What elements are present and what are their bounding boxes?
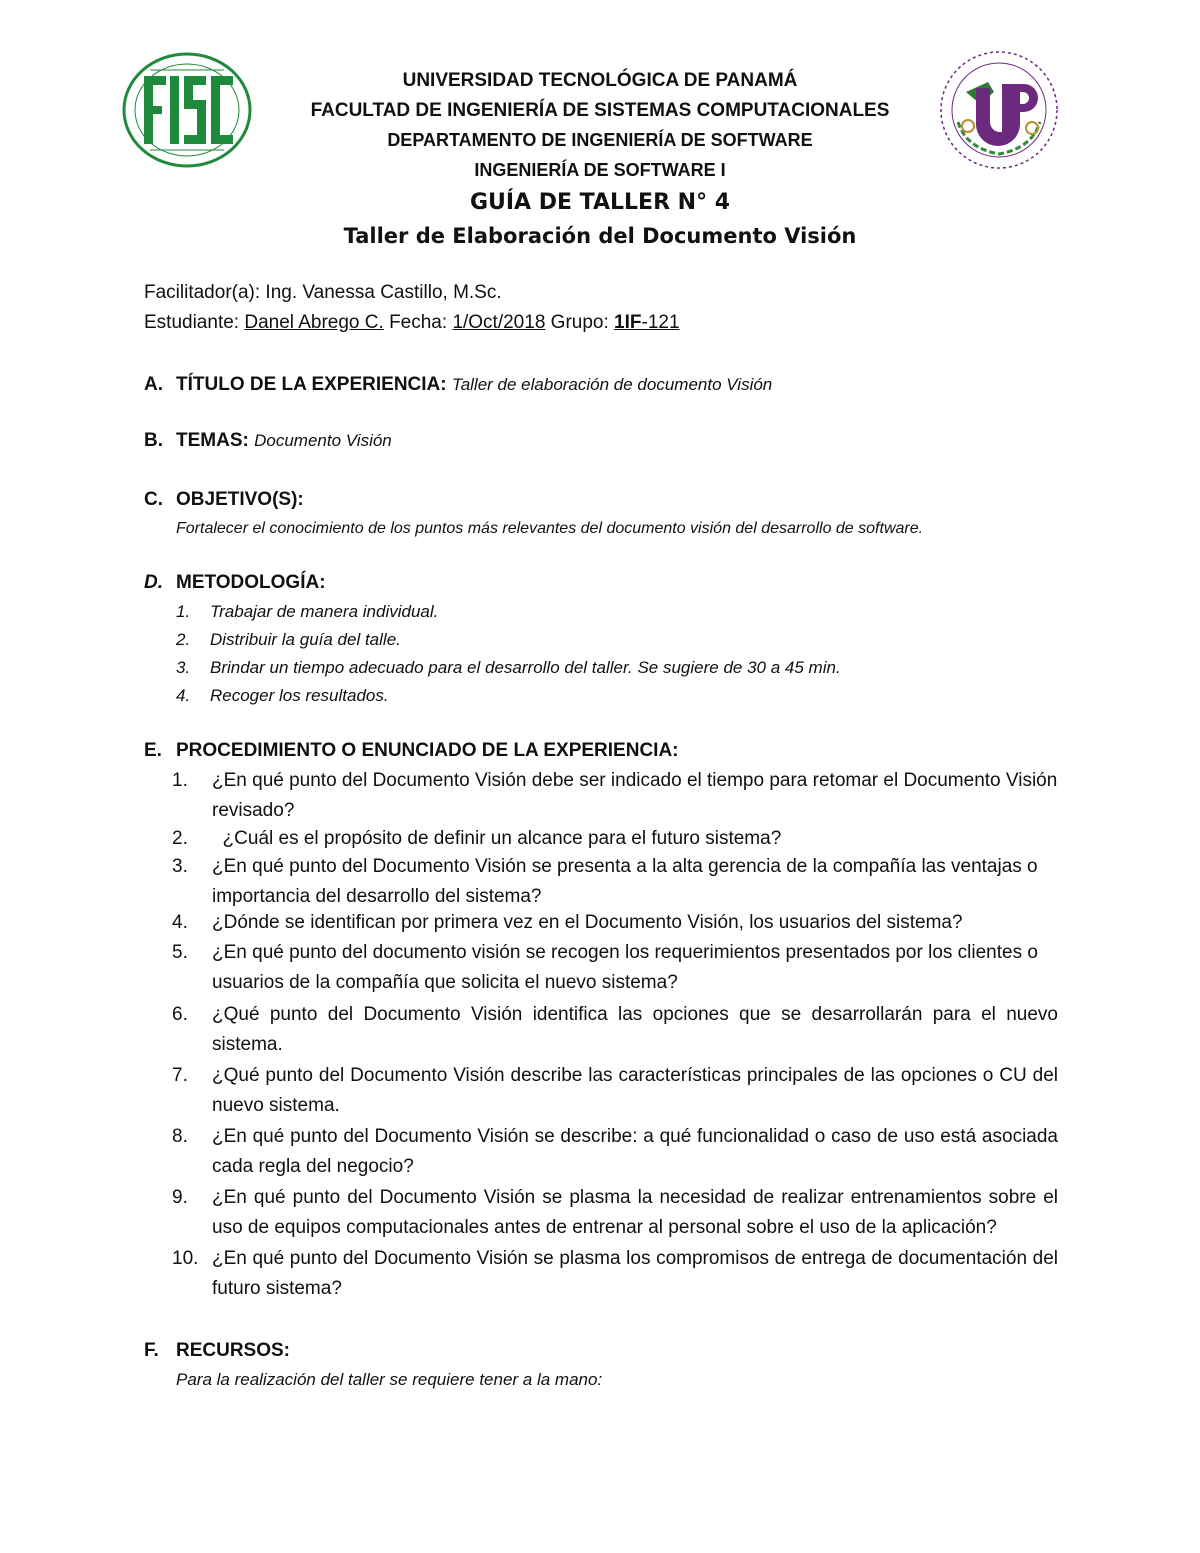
department-name: DEPARTAMENTO DE INGENIERÍA DE SOFTWARE xyxy=(387,130,813,150)
guide-title: GUÍA DE TALLER N° 4 xyxy=(469,190,731,215)
faculty-name: FACULTAD DE INGENIERÍA DE SISTEMAS COMPUTACIONALES xyxy=(310,100,890,121)
question-item xyxy=(172,766,1058,826)
section-c-text: Fortalecer el conocimiento de los puntos más relevantes del documento visión del desarrollo de software. xyxy=(176,520,924,537)
guide-subtitle: Taller de Elaboración del Documento Visión xyxy=(343,224,857,248)
section-d-title: METODOLOGÍA: xyxy=(176,572,326,593)
question-num: 6. xyxy=(172,1004,188,1025)
question-num: 10. xyxy=(172,1248,199,1269)
question-text: ¿Dónde se identifican por primera vez en el Documento Visión, los usuarios del sistema? xyxy=(212,912,963,933)
question-item xyxy=(172,824,1058,854)
question-num: 9. xyxy=(172,1187,188,1208)
group-value-rest: -121 xyxy=(641,312,680,333)
date-label: Fecha: xyxy=(389,312,448,333)
question-item xyxy=(172,852,1058,912)
question-text: ¿En qué punto del Documento Visión debe ser indicado el tiempo para retomar el Documento Visión revisado? xyxy=(212,770,1058,821)
question-num: 1. xyxy=(172,770,188,791)
section-a xyxy=(144,374,772,396)
question-text: ¿En qué punto del Documento Visión se plasma los compromisos de entrega de documentación del futuro sistema? xyxy=(212,1248,1058,1299)
section-a-letter: A. xyxy=(144,374,163,395)
question-text: ¿Cuál es el propósito de definir un alcance para el futuro sistema? xyxy=(212,828,782,849)
question-num: 4. xyxy=(172,912,188,933)
method-item-num: 4. xyxy=(176,686,191,705)
section-b-letter: B. xyxy=(144,430,163,451)
method-item xyxy=(176,630,401,650)
question-text: ¿En qué punto del documento visión se recogen los requerimientos presentados por los clientes o usuarios de la compañía que solicita el nuevo sistema? xyxy=(212,942,1038,993)
question-text: ¿En qué punto del Documento Visión se describe: a qué funcionalidad o caso de uso está asociada cada regla del negocio? xyxy=(212,1126,1058,1177)
section-e xyxy=(144,740,679,762)
method-item xyxy=(176,602,438,622)
question-item xyxy=(172,908,1058,938)
student-line xyxy=(144,312,680,334)
question-text: ¿En qué punto del Documento Visión se plasma la necesidad de realizar entrenamientos sobre el uso de equipos computacionales antes de entrenar al personal sobre el uso de la aplicación? xyxy=(212,1187,1058,1238)
section-d xyxy=(144,572,326,594)
question-item xyxy=(172,1183,1058,1243)
section-b-title: TEMAS: xyxy=(176,430,249,451)
section-c xyxy=(144,489,304,511)
group-label: Grupo: xyxy=(550,312,609,333)
method-item-num: 1. xyxy=(176,602,191,621)
section-e-letter: E. xyxy=(144,740,162,761)
question-text: ¿Qué punto del Documento Visión identifica las opciones que se desarrollarán para el nuevo sistema. xyxy=(212,1004,1058,1055)
question-num: 2. xyxy=(172,828,188,849)
student-label: Estudiante: xyxy=(144,312,240,333)
section-b-value: Documento Visión xyxy=(254,431,392,450)
section-b xyxy=(144,430,392,452)
question-num: 8. xyxy=(172,1126,188,1147)
section-f-letter: F. xyxy=(144,1340,159,1361)
method-item-text: Distribuir la guía del talle. xyxy=(210,630,401,649)
question-item xyxy=(172,1061,1058,1121)
section-f-title: RECURSOS: xyxy=(176,1340,291,1361)
section-d-letter: D. xyxy=(144,572,163,593)
group-value-bold: 1IF xyxy=(614,312,642,333)
course-name: INGENIERÍA DE SOFTWARE I xyxy=(474,160,726,180)
question-num: 7. xyxy=(172,1065,188,1086)
method-item xyxy=(176,658,841,678)
facilitator-label: Facilitador(a): xyxy=(144,282,261,303)
method-item-text: Brindar un tiempo adecuado para el desarrollo del taller. Se sugiere de 30 a 45 min. xyxy=(210,658,841,677)
section-a-value: Taller de elaboración de documento Visión xyxy=(451,375,773,394)
method-item-num: 2. xyxy=(176,630,191,649)
method-item xyxy=(176,686,389,706)
section-f-text: Para la realización del taller se requiere tener a la mano: xyxy=(176,1370,603,1389)
question-item xyxy=(172,938,1058,998)
section-f xyxy=(144,1340,290,1362)
question-text: ¿En qué punto del Documento Visión se presenta a la alta gerencia de la compañía las ventajas o importancia del desarrollo del sistema? xyxy=(212,856,1038,907)
section-c-title: OBJETIVO(S): xyxy=(176,489,304,510)
group-value xyxy=(614,312,679,333)
method-item-text: Trabajar de manera individual. xyxy=(210,602,439,621)
date-value: 1/Oct/2018 xyxy=(452,312,546,333)
method-item-num: 3. xyxy=(176,658,191,677)
question-item xyxy=(172,1000,1058,1060)
section-e-title: PROCEDIMIENTO O ENUNCIADO DE LA EXPERIENCIA: xyxy=(176,740,679,761)
question-num: 3. xyxy=(172,856,188,877)
question-text: ¿Qué punto del Documento Visión describe las características principales de las opciones o CU del nuevo sistema. xyxy=(212,1065,1058,1116)
question-item xyxy=(172,1244,1058,1304)
question-num: 5. xyxy=(172,942,188,963)
method-item-text: Recoger los resultados. xyxy=(210,686,389,705)
facilitator-value: Ing. Vanessa Castillo, M.Sc. xyxy=(260,282,502,303)
student-value: Danel Abrego C. xyxy=(244,312,384,333)
section-a-title: TÍTULO DE LA EXPERIENCIA: xyxy=(176,374,447,395)
facilitator-line xyxy=(144,282,502,304)
section-c-letter: C. xyxy=(144,489,163,510)
question-item xyxy=(172,1122,1058,1182)
university-name: UNIVERSIDAD TECNOLÓGICA DE PANAMÁ xyxy=(402,70,798,91)
